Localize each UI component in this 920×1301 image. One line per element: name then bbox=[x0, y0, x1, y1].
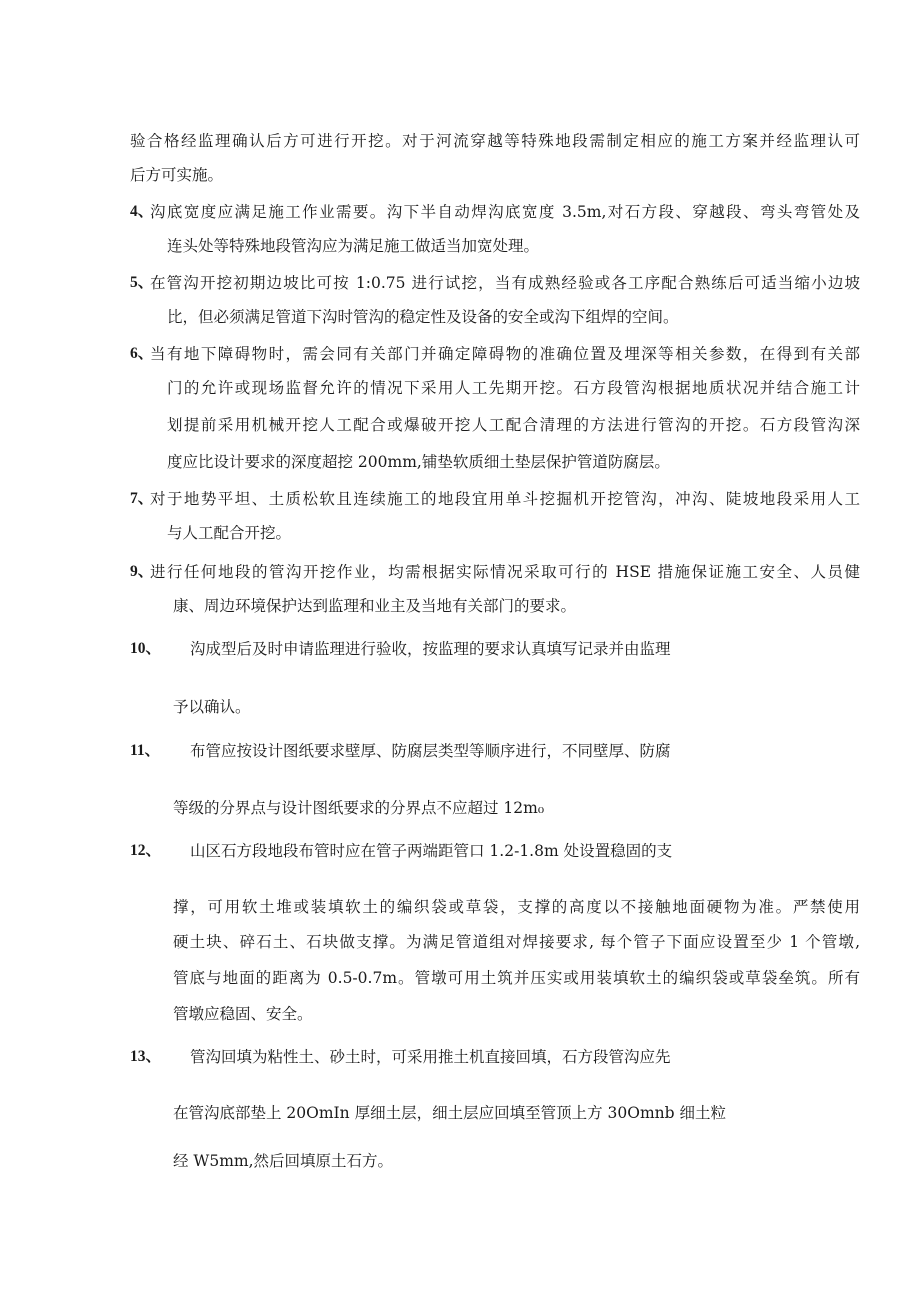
item-10-line-1: 沟成型后及时申请监理进行验收，按监理的要求认真填写记录并由监理 bbox=[190, 640, 671, 658]
item-4-number: 4、 bbox=[130, 203, 154, 220]
item-12-line-3: 硬土块、碎石土、石块做支撑。为满足管道组对焊接要求, 每个管子下面应设置至少 1 个管墩, bbox=[173, 933, 860, 951]
item-6-line-2: 门的允许或现场监督允许的情况下采用人工先期开挖。石方段管沟根据地质状况并结合施工计 bbox=[167, 379, 860, 397]
item-6-line-4: 度应比设计要求的深度超挖 200mm,铺垫软质细土垫层保护管道防腐层。 bbox=[167, 453, 670, 471]
intro-line-1: 验合格经监理确认后方可进行开挖。对于河流穿越等特殊地段需制定相应的施工方案并经监理认可 bbox=[130, 132, 860, 150]
item-13-number: 13、 bbox=[130, 1048, 162, 1065]
item-9-line-1: 进行任何地段的管沟开挖作业，均需根据实际情况采取可行的 HSE 措施保证施工安全、人员健 bbox=[150, 563, 860, 581]
item-7-line-1: 对于地势平坦、土质松软且连续施工的地段宜用单斗挖掘机开挖管沟，冲沟、陡坡地段采用人工 bbox=[150, 490, 860, 508]
item-5-line-2: 比，但必须满足管道下沟时管沟的稳定性及设备的安全或沟下组焊的空间。 bbox=[167, 308, 679, 326]
item-13-line-2: 在管沟底部垫上 20OmIn 厚细土层，细土层应回填至管顶上方 30Omnb 细土粒 bbox=[173, 1104, 726, 1122]
item-4-line-2: 连头处等特殊地段管沟应为满足施工做适当加宽处理。 bbox=[167, 237, 540, 255]
item-5-number: 5、 bbox=[130, 274, 154, 291]
item-4-line-1: 沟底宽度应满足施工作业需要。沟下半自动焊沟底宽度 3.5m,对石方段、穿越段、弯头弯管处及 bbox=[150, 203, 860, 221]
item-11-number: 11、 bbox=[130, 742, 161, 759]
item-12-line-4: 管底与地面的距离为 0.5-0.7m。管墩可用土筑并压实或用装填软土的编织袋或草袋垒筑。所有 bbox=[173, 969, 860, 987]
item-10-number: 10、 bbox=[130, 640, 162, 657]
item-11-line-2: 等级的分界点与设计图纸要求的分界点不应超过 12m₀ bbox=[173, 799, 545, 817]
item-12-line-1: 山区石方段地段布管时应在管子两端距管口 1.2-1.8m 处设置稳固的支 bbox=[190, 842, 673, 860]
item-6-line-1: 当有地下障碍物时，需会同有关部门并确定障碍物的准确位置及埋深等相关参数，在得到有关部 bbox=[150, 345, 860, 363]
item-6-line-3: 划提前采用机械开挖人工配合或爆破开挖人工配合清理的方法进行管沟的开挖。石方段管沟深 bbox=[167, 416, 860, 434]
item-12-line-2: 撑，可用软土堆或装填软土的编织袋或草袋，支撑的高度以不接触地面硬物为准。严禁使用 bbox=[173, 898, 860, 916]
item-12-line-5: 管墩应稳固、安全。 bbox=[173, 1005, 313, 1023]
intro-line-2: 后方可实施。 bbox=[130, 166, 224, 184]
item-13-line-1: 管沟回填为粘性土、砂土时，可采用推土机直接回填，石方段管沟应先 bbox=[190, 1048, 671, 1066]
item-10-line-2: 予以确认。 bbox=[173, 698, 251, 716]
item-6-number: 6、 bbox=[130, 345, 154, 362]
item-11-line-1: 布管应按设计图纸要求壁厚、防腐层类型等顺序进行，不同壁厚、防腐 bbox=[190, 742, 671, 760]
item-7-number: 7、 bbox=[130, 490, 154, 507]
item-5-line-1: 在管沟开挖初期边坡比可按 1:0.75 进行试挖，当有成熟经验或各工序配合熟练后可适当缩小边坡 bbox=[150, 274, 860, 292]
item-13-line-3: 经 W5mm,然后回填原土石方。 bbox=[173, 1152, 394, 1170]
item-9-number: 9、 bbox=[130, 563, 154, 580]
item-7-line-2: 与人工配合开挖。 bbox=[167, 524, 292, 542]
item-9-line-2: 康、周边环境保护达到监理和业主及当地有关部门的要求。 bbox=[173, 597, 577, 615]
item-12-number: 12、 bbox=[130, 842, 162, 859]
